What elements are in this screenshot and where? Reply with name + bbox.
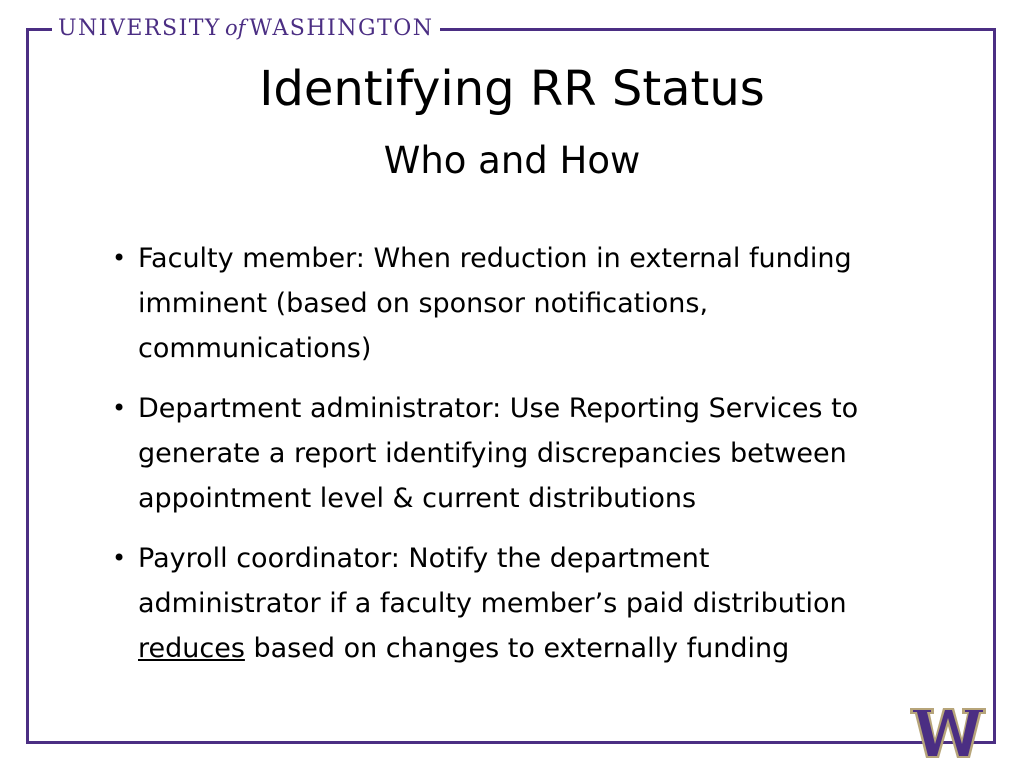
uw-w-logo-icon	[908, 704, 988, 762]
slide-subtitle: Who and How	[383, 139, 641, 182]
bullet-line: Faculty member: When reduction in external funding	[138, 243, 852, 274]
bullet-line: Payroll coordinator: Notify the department	[138, 543, 710, 574]
bullet-dot: •	[112, 394, 127, 422]
w-logo-fill	[913, 710, 983, 756]
header-wordmark	[52, 12, 440, 44]
bullet-dot: •	[112, 544, 127, 572]
underlined-reduces: reduces	[138, 633, 245, 664]
bullet-line: administrator if a faculty member’s paid distribution	[138, 588, 847, 619]
bullet-payroll-coordinator	[110, 536, 950, 671]
bullet-line: imminent (based on sponsor notifications,	[138, 288, 709, 319]
bullet-line: Department administrator: Use Reporting Services to	[138, 393, 859, 424]
wordmark-of: of	[224, 15, 246, 40]
wordmark-washington: WASHINGTON	[249, 15, 434, 41]
bullet-line-rest: based on changes to externally funding	[244, 633, 790, 664]
bullet-line-last	[138, 626, 950, 671]
bullet-dot: •	[112, 244, 127, 272]
slide-title: Identifying RR Status	[259, 61, 765, 117]
bullet-line: communications)	[138, 333, 372, 364]
university-wordmark	[58, 16, 434, 41]
bullet-department-administrator	[110, 386, 950, 521]
bullet-line: appointment level & current distributions	[138, 483, 697, 514]
bullet-list	[110, 236, 950, 686]
bullet-faculty-member	[110, 236, 950, 371]
bullet-line: generate a report identifying discrepancies between	[138, 438, 847, 469]
wordmark-university: UNIVERSITY	[58, 15, 221, 41]
